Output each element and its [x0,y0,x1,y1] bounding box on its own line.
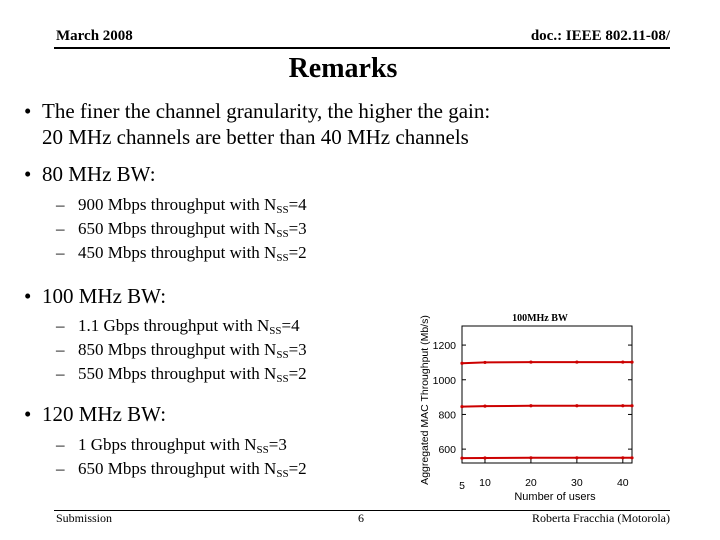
bullet-text: 120 MHz BW: [42,402,167,426]
list-item: – 900 Mbps throughput with $N_{SS}=4$ [56,195,307,216]
chart-title: 100MHz BW [512,313,568,324]
series-point [460,405,463,408]
series-point [575,360,578,363]
bullet-dot: • [24,99,32,123]
slide-title: Remarks [288,53,398,84]
y-tick-label: 800 [438,409,456,422]
bullet-text-cont: 20 MHz channels are better than 40 MHz channels [42,125,469,149]
x-tick-label: 10 [479,477,491,489]
series-point [483,405,486,408]
x-tick-label: 5 [459,480,465,492]
series-point [630,360,633,363]
bullet-dot: • [24,402,32,426]
y-tick-label: 1000 [432,374,456,387]
series-point [630,456,633,459]
list-item: – 1.1 Gbps throughput with $N_{SS}=4$ [56,316,300,337]
series-point [529,404,532,407]
x-axis-label: Number of users [514,491,596,503]
series-point [630,404,633,407]
series-line [462,406,632,407]
list-item: – 650 Mbps throughput with $N_{SS}=3$ [56,219,307,240]
series-point [621,404,624,407]
list-item: – 1 Gbps throughput with $N_{SS}=3$ [56,435,287,456]
list-item: – 550 Mbps throughput with $N_{SS}=2$ [56,364,307,385]
series-point [529,360,532,363]
series-point [621,360,624,363]
series-point [529,456,532,459]
x-tick-label: 30 [571,477,583,489]
series-point [483,361,486,364]
y-axis-label: Aggregated MAC Throughput (Mb/s) [419,315,431,485]
list-item: – 850 Mbps throughput with $N_{SS}=3$ [56,340,307,361]
bullet-text: 80 MHz BW: [42,162,156,186]
series-point [575,404,578,407]
x-tick-label: 40 [616,477,629,489]
footer-submission: Submission [56,511,113,525]
bullet-text: The finer the channel granularity, the higher the gain: [42,99,491,123]
series-point [575,456,578,459]
header-doc-id: doc.: IEEE 802.11-08/ [530,28,670,44]
series-lines [460,360,633,459]
plot-frame [462,326,632,463]
y-ticks [433,340,632,456]
bullet-text: 100 MHz BW: [42,284,167,308]
x-ticks [459,459,629,492]
list-item: – 650 Mbps throughput with $N_{SS}=2$ [56,459,307,480]
bullet-dot: • [24,162,32,186]
series-point [460,457,463,460]
header-date: March 2008 [56,28,133,44]
series-line [462,362,632,363]
series-point [483,456,486,459]
y-tick-label: 600 [438,444,456,457]
series-point [460,362,463,365]
footer-page-number: 6 [358,511,364,525]
list-item: – 450 Mbps throughput with $N_{SS}=2$ [56,243,307,264]
bullet-dot: • [24,284,32,308]
series-point [621,456,624,459]
footer-author: Roberta Fracchia (Motorola) [532,511,670,525]
y-tick-label: 1200 [432,340,456,353]
x-tick-label: 20 [525,477,537,489]
